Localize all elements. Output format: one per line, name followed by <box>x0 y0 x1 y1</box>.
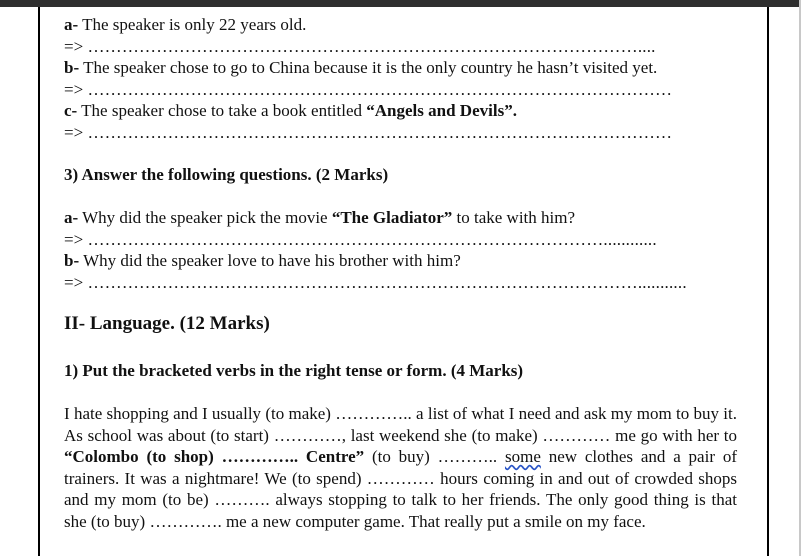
answer-dots: ………………………………………………………………………………………… <box>87 123 673 142</box>
statement-c-text: The speaker chose to take a book entitled <box>77 101 367 120</box>
fill-in-paragraph <box>64 403 737 533</box>
question-a-text: Why did the speaker pick the movie <box>78 208 332 227</box>
answer-arrow: => <box>64 123 88 142</box>
statement-b-label: b- <box>64 58 80 77</box>
answer-arrow: => <box>64 80 88 99</box>
question-b-text: Why did the speaker love to have his brother with him? <box>79 251 461 270</box>
answer-line-question-b[interactable] <box>64 273 687 293</box>
answer-line-c[interactable] <box>64 123 672 143</box>
question-b-label: b- <box>64 251 80 270</box>
answer-dots: ………………………………………………………………………………............ <box>87 230 657 249</box>
answer-line-b[interactable] <box>64 80 672 100</box>
document-page <box>38 7 769 556</box>
paragraph-part-3: new clothes and a pair of trainers. It was a nightmare! We (to spend) ………… hours coming in and out of crowded shops and my mom (to be) ………. always stopping to talk to her friends. The only good thing is that she (to buy) …………. me a new computer game. That really put a smile on my face. <box>64 447 737 531</box>
answer-arrow: => <box>64 37 88 56</box>
question-a-text-end: to take with him? <box>452 208 576 227</box>
statement-c-label: c- <box>64 101 78 120</box>
answer-dots: …………………………………………………………………………………….... <box>87 37 656 56</box>
question-a-label: a- <box>64 208 79 227</box>
statement-a-label: a- <box>64 15 79 34</box>
movie-title: “The Gladiator” <box>331 208 453 227</box>
window-top-border <box>0 0 801 7</box>
statement-a <box>64 15 306 35</box>
answer-dots: ……………………………………………………………………………………........... <box>87 273 687 292</box>
shopping-centre-name: “Colombo (to shop) ………….. Centre” <box>64 447 365 467</box>
answer-line-question-a[interactable] <box>64 230 657 250</box>
answer-arrow: => <box>64 230 88 249</box>
paragraph-text <box>64 403 737 533</box>
paragraph-part-1: I hate shopping and I usually (to make) ………….. a list of what I need and ask my mom to buy it. As school was about (to start) …………, last weekend she (to make) ………… me go with her to <box>64 404 737 445</box>
section3-heading: 3) Answer the following questions. (2 Marks) <box>64 165 389 184</box>
spellcheck-flagged-word[interactable]: some <box>504 447 541 467</box>
exercise1-heading: 1) Put the bracketed verbs in the right tense or form. (4 Marks) <box>64 361 524 380</box>
statement-b-text: The speaker chose to go to China because it is the only country he hasn’t visited yet. <box>79 58 658 77</box>
question-a <box>64 208 575 228</box>
language-section-heading: II- Language. (12 Marks) <box>64 313 270 334</box>
answer-line-a[interactable] <box>64 37 656 57</box>
book-title: “Angels and Devils”. <box>366 101 517 120</box>
answer-arrow: => <box>64 273 88 292</box>
question-b <box>64 251 461 271</box>
paragraph-part-2: (to buy) ……….. <box>364 447 505 467</box>
statement-a-text: The speaker is only 22 years old. <box>78 15 307 34</box>
statement-c <box>64 101 517 121</box>
statement-b <box>64 58 657 78</box>
answer-dots: ………………………………………………………………………………………… <box>87 80 673 99</box>
